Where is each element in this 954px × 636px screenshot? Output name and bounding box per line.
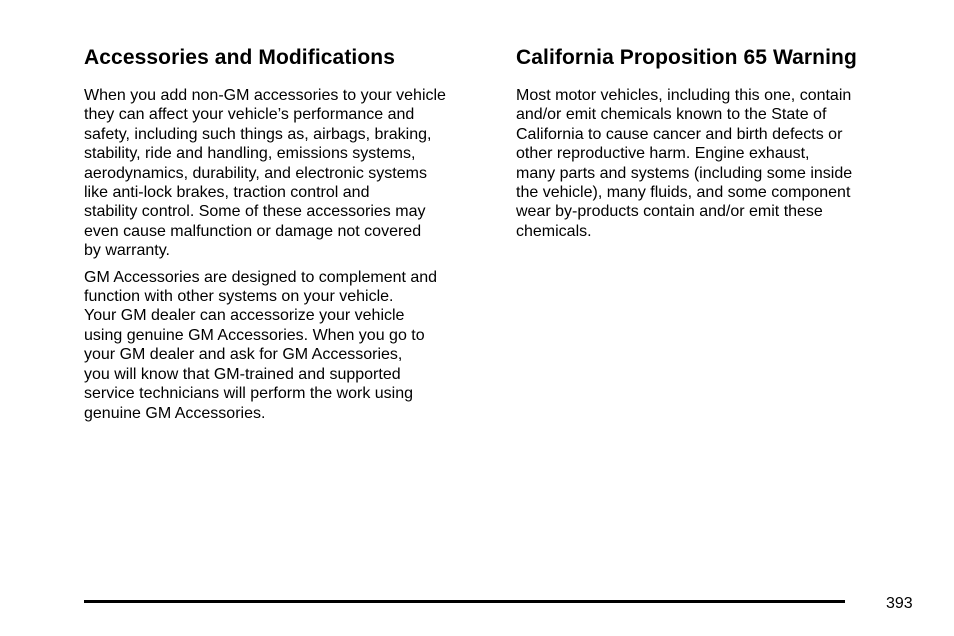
text-line: GM Accessories are designed to complement and — [84, 268, 438, 286]
prop65-paragraph — [516, 86, 906, 241]
text-line: they can affect your vehicle’s performance and — [84, 106, 415, 124]
text-line: even cause malfunction or damage not covered — [84, 222, 422, 240]
left-column — [84, 44, 494, 430]
text-line: stability, ride and handling, emissions systems, — [84, 145, 416, 163]
prop65-heading: California Proposition 65 Warning — [516, 46, 857, 69]
footer-rule — [84, 600, 845, 603]
text-line: by warranty. — [84, 242, 170, 260]
text-line: stability control. Some of these accessories may — [84, 203, 426, 221]
text-line: chemicals. — [516, 222, 592, 240]
text-line: safety, including such things as, airbags, braking, — [84, 125, 432, 143]
text-line: California to cause cancer and birth defects or — [516, 125, 843, 143]
text-line: your GM dealer and ask for GM Accessories, — [84, 346, 403, 364]
accessories-paragraph-2 — [84, 268, 494, 423]
text-line: Your GM dealer can accessorize your vehicle — [84, 307, 405, 325]
right-column — [516, 44, 906, 248]
text-line: using genuine GM Accessories. When you go to — [84, 326, 425, 344]
text-line: like anti-lock brakes, traction control and — [84, 184, 370, 202]
page-number: 393 — [886, 595, 913, 612]
text-line: many parts and systems (including some inside — [516, 164, 853, 182]
text-line: function with other systems on your vehicle. — [84, 288, 394, 306]
accessories-paragraph-1 — [84, 86, 494, 261]
text-line: Most motor vehicles, including this one, contain — [516, 87, 852, 104]
text-line: service technicians will perform the work using — [84, 385, 414, 403]
text-line: the vehicle), many fluids, and some component — [516, 184, 851, 202]
text-line: When you add non-GM accessories to your vehicle — [84, 87, 446, 104]
accessories-heading: Accessories and Modifications — [84, 46, 395, 69]
text-line: other reproductive harm. Engine exhaust, — [516, 145, 810, 163]
text-line: genuine GM Accessories. — [84, 404, 266, 422]
text-line: you will know that GM-trained and supported — [84, 365, 401, 383]
text-line: wear by-products contain and/or emit these — [516, 203, 823, 221]
text-line: and/or emit chemicals known to the State of — [516, 106, 827, 124]
text-line: aerodynamics, durability, and electronic systems — [84, 164, 427, 182]
